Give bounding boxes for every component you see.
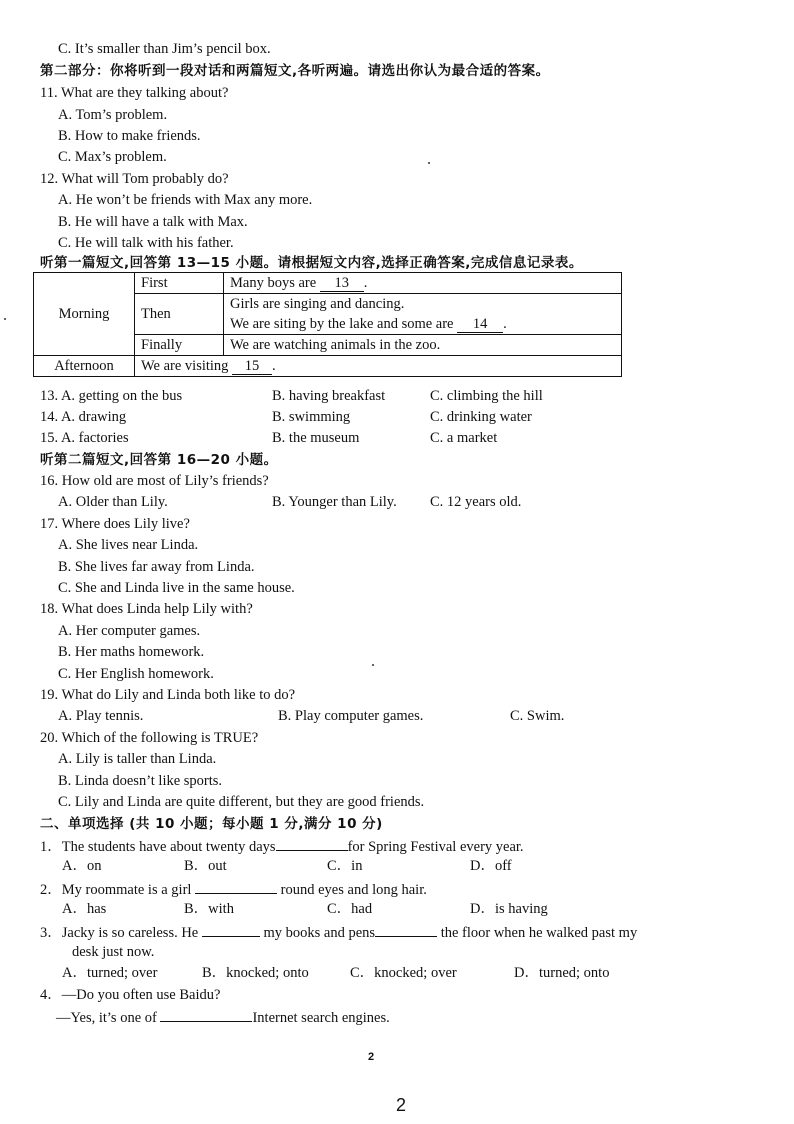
q18-stem: 18. What does Linda help Lily with? <box>40 601 253 617</box>
finally-cell: Finally <box>135 335 224 356</box>
q16-option-c: C. 12 years old. <box>430 494 522 510</box>
mc2-stem-pre: 2．My roommate is a girl <box>40 882 196 898</box>
q13-option-c: C. climbing the hill <box>430 388 543 404</box>
q11-option-b: B. How to make friends. <box>58 128 201 144</box>
afternoon-content-cell <box>135 356 622 377</box>
mc3-option-b: B．knocked; onto <box>202 965 309 981</box>
then-cell: Then <box>135 294 224 335</box>
mc4-reply-pre: —Yes, it’s one of <box>56 1010 161 1026</box>
passage1-heading: 听第一篇短文,回答第 13—15 小题。请根据短文内容,选择正确答案,完成信息记录表。 <box>40 255 583 271</box>
q19-option-c: C. Swim. <box>510 708 565 724</box>
table-row <box>34 356 622 377</box>
mc1-option-d: D．off <box>470 858 512 874</box>
q10-option-c: C. It’s smaller than Jim’s pencil box. <box>58 41 271 57</box>
part2-heading: 第二部分：你将听到一段对话和两篇短文,各听两遍。请选出你认为最合适的答案。 <box>40 63 550 79</box>
page-number-small: 2 <box>368 1051 375 1063</box>
q14-option-b: B. swimming <box>272 409 351 425</box>
q13-option-a: 13. A. getting on the bus <box>40 388 183 404</box>
blank-14: 14 <box>457 317 503 333</box>
mc1-option-c: C．in <box>327 858 363 874</box>
q17-option-b: B. She lives far away from Linda. <box>58 559 255 575</box>
q15-option-a: 15. A. factories <box>40 430 129 446</box>
mc2-option-d: D．is having <box>470 901 548 917</box>
q16-stem: 16. How old are most of Lily’s friends? <box>40 473 269 489</box>
then-content-cell <box>224 294 622 335</box>
page-number: 2 <box>396 1095 407 1115</box>
mc3-option-a: A．turned; over <box>62 965 158 981</box>
then-text-2-pre: We are siting by the lake and some are <box>230 316 458 332</box>
morning-cell: Morning <box>34 273 135 356</box>
first-content-cell <box>224 273 622 294</box>
finally-content-cell: We are watching animals in the zoo. <box>224 335 622 356</box>
q19-option-b: B. Play computer games. <box>278 708 424 724</box>
q20-option-c: C. Lily and Linda are quite different, but they are good friends. <box>58 794 425 810</box>
then-text-2 <box>230 314 615 334</box>
mc4-stem: 4．—Do you often use Baidu? <box>40 987 221 1003</box>
q16-option-b: B. Younger than Lily. <box>272 494 397 510</box>
q20-option-b: B. Linda doesn’t like sports. <box>58 773 223 789</box>
q16-option-a: A. Older than Lily. <box>58 494 168 510</box>
q18-option-b: B. Her maths homework. <box>58 644 205 660</box>
mc2-option-c: C．had <box>327 901 373 917</box>
mc4-reply <box>56 1007 390 1027</box>
mc3-option-d: D．turned; onto <box>514 965 610 981</box>
afternoon-period: . <box>272 357 276 374</box>
blank-15: 15 <box>232 359 272 375</box>
q18-option-a: A. Her computer games. <box>58 623 201 639</box>
section2-heading: 二、单项选择 (共 10 小题；每小题 1 分,满分 10 分) <box>40 816 383 832</box>
mc4-reply-post: Internet search engines. <box>252 1010 390 1026</box>
q19-option-a: A. Play tennis. <box>58 708 144 724</box>
mc3-stem-post: the floor when he walked past my <box>437 925 638 941</box>
q11-option-c: C. Max’s problem. <box>58 149 167 165</box>
q12-option-c: C. He will talk with his father. <box>58 235 234 251</box>
mc3-stem <box>40 922 637 942</box>
q13-option-b: B. having breakfast <box>272 388 386 404</box>
mc1-stem-pre: 1．The students have about twenty days <box>40 839 276 855</box>
q12-option-a: A. He won’t be friends with Max any more. <box>58 192 313 208</box>
q15-option-c: C. a market <box>430 430 498 446</box>
q19-stem: 19. What do Lily and Linda both like to do? <box>40 687 296 703</box>
then-period: . <box>503 316 507 332</box>
q14-option-a: 14. A. drawing <box>40 409 127 425</box>
scan-speck <box>372 664 374 666</box>
mc1-option-b: B．out <box>184 858 227 874</box>
q12-option-b: B. He will have a talk with Max. <box>58 214 248 230</box>
q17-option-a: A. She lives near Linda. <box>58 537 199 553</box>
mc1-stem-post: for Spring Festival every year. <box>347 839 524 855</box>
mc2-option-b: B．with <box>184 901 234 917</box>
mc1-stem <box>40 836 524 856</box>
q18-option-c: C. Her English homework. <box>58 666 214 682</box>
q17-stem: 17. Where does Lily live? <box>40 516 190 532</box>
afternoon-cell: Afternoon <box>34 356 135 377</box>
blank-13: 13 <box>320 276 364 292</box>
mc2-option-a: A．has <box>62 901 107 917</box>
first-cell: First <box>135 273 224 294</box>
mc3-stem-cont: desk just now. <box>72 944 155 960</box>
table-row <box>34 273 622 294</box>
mc2-stem <box>40 879 427 899</box>
afternoon-text: We are visiting <box>141 357 233 374</box>
q14-option-c: C. drinking water <box>430 409 532 425</box>
q12-stem: 12. What will Tom probably do? <box>40 171 229 187</box>
q11-stem: 11. What are they talking about? <box>40 85 229 101</box>
mc3-blank-1 <box>202 922 260 937</box>
mc2-stem-post: round eyes and long hair. <box>277 882 427 898</box>
q17-option-c: C. She and Linda live in the same house. <box>58 580 295 596</box>
first-period: . <box>363 274 368 291</box>
mc2-blank <box>195 879 277 894</box>
q11-option-a: A. Tom’s problem. <box>58 107 168 123</box>
mc3-stem-mid: my books and pens <box>259 925 376 941</box>
info-record-table <box>33 272 622 377</box>
scan-speck <box>428 162 430 164</box>
mc1-option-a: A．on <box>62 858 102 874</box>
q15-option-b: B. the museum <box>272 430 360 446</box>
passage2-heading: 听第二篇短文,回答第 16—20 小题。 <box>40 452 278 468</box>
mc1-blank <box>276 836 348 851</box>
q20-stem: 20. Which of the following is TRUE? <box>40 730 259 746</box>
scan-speck <box>4 318 6 320</box>
mc3-stem-pre: 3．Jacky is so careless. He <box>40 925 202 941</box>
q20-option-a: A. Lily is taller than Linda. <box>58 751 217 767</box>
mc3-option-c: C．knocked; over <box>350 965 457 981</box>
first-text: Many boys are <box>230 274 320 291</box>
mc3-blank-2 <box>375 922 437 937</box>
mc4-blank <box>160 1007 252 1022</box>
then-text-1: Girls are singing and dancing. <box>230 296 405 312</box>
